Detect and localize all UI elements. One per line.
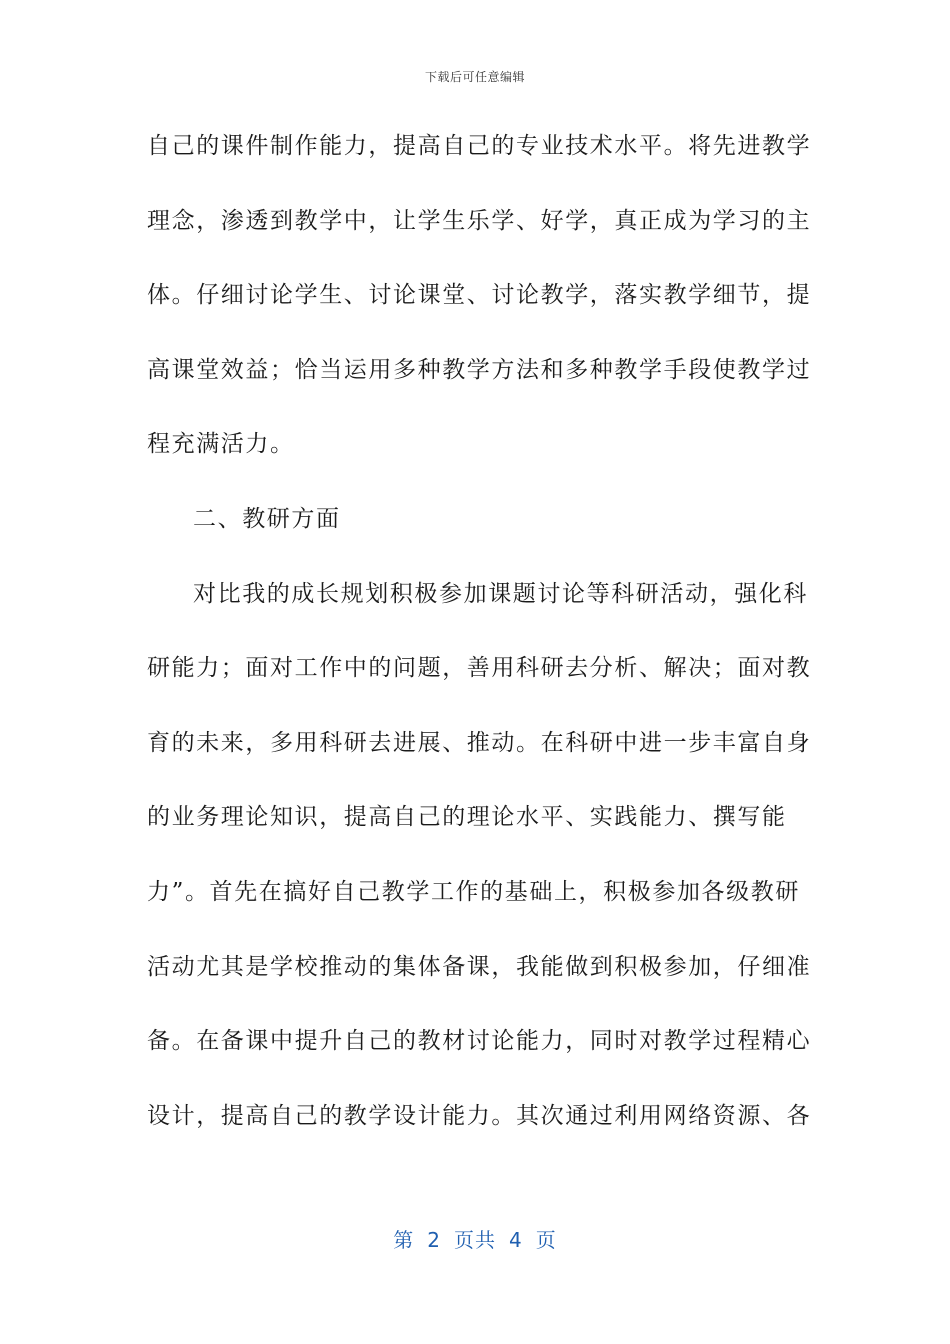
paragraph-line: 设计，提高自己的教学设计能力。其次通过利用网络资源、各 — [147, 1102, 812, 1129]
page-footer — [0, 1224, 950, 1253]
section-heading: 二、教研方面 — [193, 505, 341, 532]
paragraph-line: 高课堂效益；恰当运用多种教学方法和多种教学手段使教学过 — [147, 356, 812, 383]
paragraph-line: 备。在备课中提升自己的教材讨论能力，同时对教学过程精心 — [147, 1028, 812, 1055]
paragraph-line: 的业务理论知识，提高自己的理论水平、实践能力、撰写能 — [147, 804, 787, 831]
page-header: 下载后可任意编辑 — [424, 70, 525, 84]
body-text — [147, 124, 812, 1168]
footer-current-page: 2 — [427, 1228, 441, 1252]
footer-total-pages: 4 — [509, 1228, 523, 1252]
paragraph-line: 活动尤其是学校推动的集体备课，我能做到积极参加，仔细准 — [147, 953, 812, 980]
paragraph-line: 研能力；面对工作中的问题，善用科研去分析、解决；面对教 — [147, 655, 812, 682]
footer-middle: 页共 — [454, 1228, 496, 1252]
paragraph-line: 对比我的成长规划积极参加课题讨论等科研活动，强化科 — [193, 580, 808, 607]
paragraph-line: 体。仔细讨论学生、讨论课堂、讨论教学，落实教学细节，提 — [147, 282, 812, 309]
paragraph-line: 力”。首先在搞好自己教学工作的基础上，积极参加各级教研 — [147, 878, 800, 905]
paragraph-line: 自己的课件制作能力，提高自己的专业技术水平。将先进教学 — [147, 133, 812, 159]
paragraph-line: 理念，渗透到教学中，让学生乐学、好学，真正成为学习的主 — [147, 207, 812, 234]
paragraph-line: 程充满活力。 — [147, 431, 295, 458]
paragraph-line: 育的未来，多用科研去进展、推动。在科研中进一步丰富自身 — [147, 729, 812, 756]
footer-suffix: 页 — [535, 1228, 557, 1252]
footer-prefix: 第 — [393, 1228, 415, 1252]
